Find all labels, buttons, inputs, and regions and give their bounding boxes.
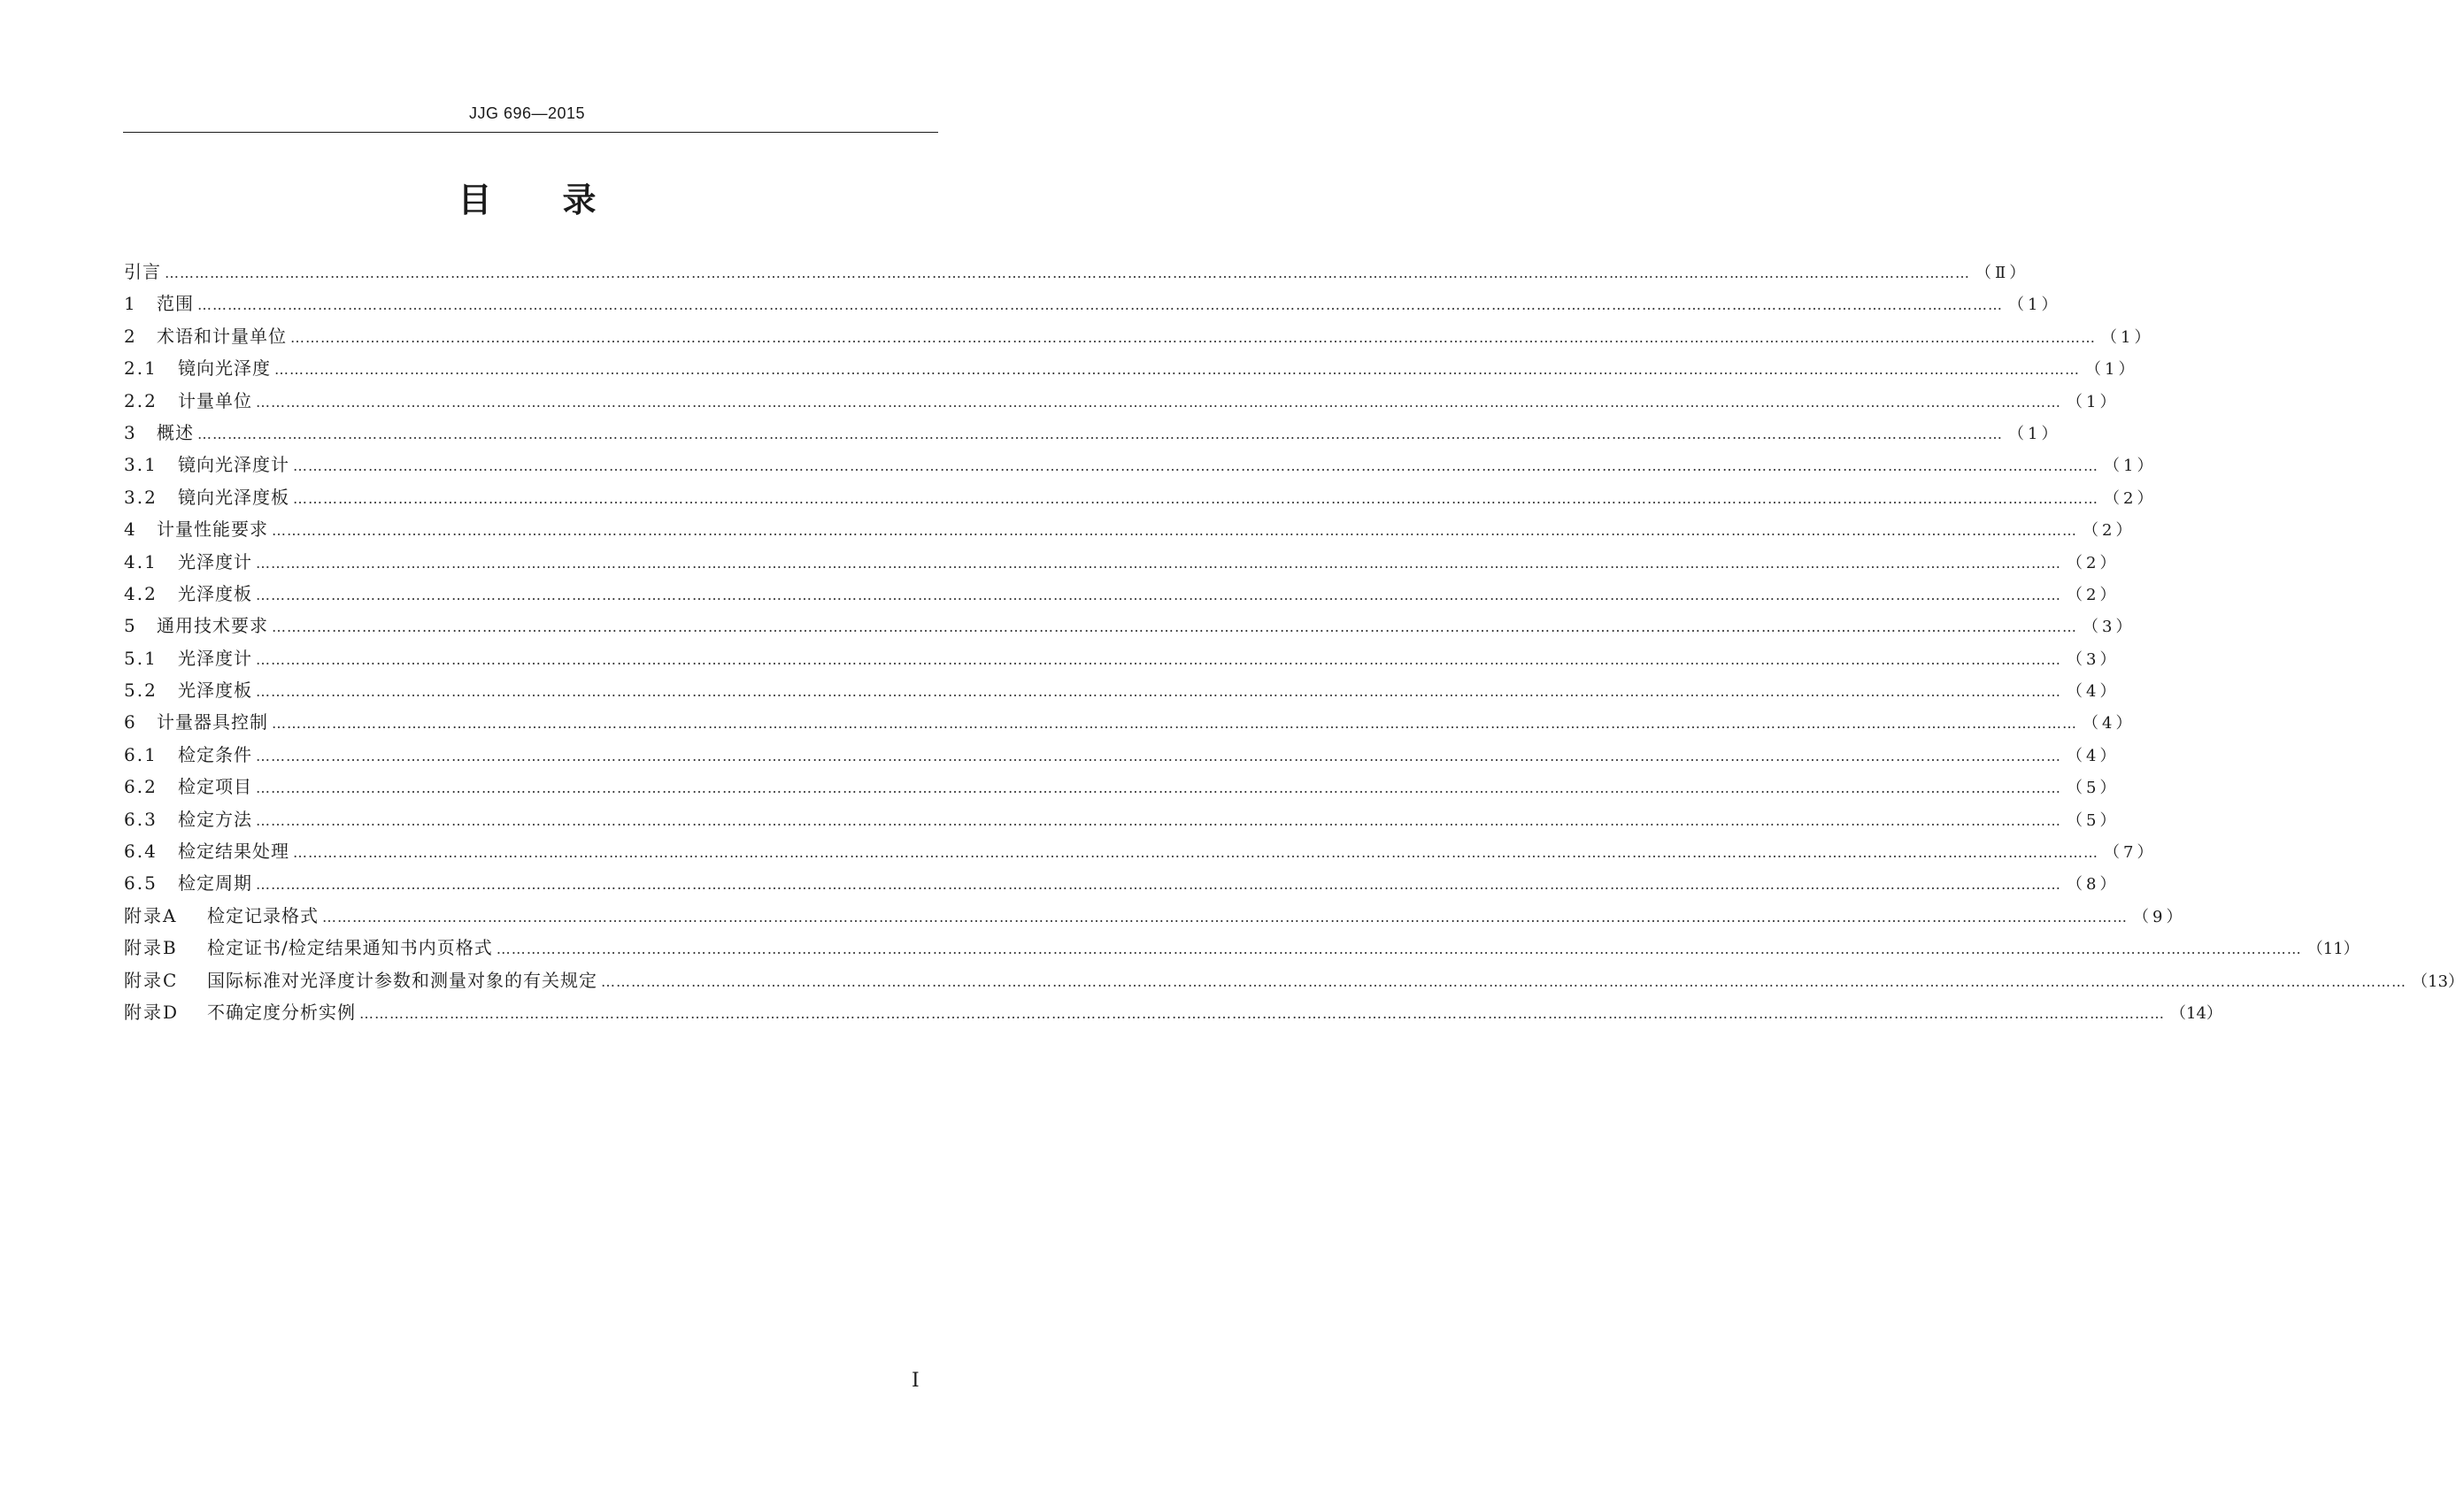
toc-entry-page: （2） — [2067, 553, 2120, 572]
toc-entry-title: 引言 — [124, 261, 161, 282]
toc-entry[interactable] — [124, 483, 2157, 515]
toc-entry-title: 概述 — [157, 421, 194, 443]
toc-dot-leader: ……………………………………………………………………………………………………………………………………………………………………………………………………………………………………………………………………………………………………………………………… — [165, 265, 1970, 281]
toc-entry[interactable] — [124, 354, 2138, 386]
toc-entry[interactable] — [124, 548, 2120, 580]
toc-dot-leader: ……………………………………………………………………………………………………………………………………………………………………………………………………………………………………………………………………………………………………………………………… — [256, 876, 2061, 894]
toc-entry[interactable] — [124, 805, 2120, 837]
toc-entry-title: 光泽度计 — [178, 550, 252, 572]
toc-dot-leader: ……………………………………………………………………………………………………………………………………………………………………………………………………………………………………………………………………………………………………………………………… — [256, 747, 2061, 764]
toc-entry-page: （3） — [2067, 649, 2120, 669]
toc-entry-page: （2） — [2104, 488, 2157, 508]
toc-entry-number: 附录B — [124, 937, 178, 959]
toc-entry-page: （Ⅱ） — [1975, 264, 2029, 282]
toc-dot-leader: ……………………………………………………………………………………………………………………………………………………………………………………………………………………………………………………………………………………………………………………………… — [272, 618, 2077, 636]
toc-entry-page: （13） — [2412, 972, 2464, 991]
toc-entry-title: 计量器具控制 — [157, 711, 268, 733]
toc-entry-title: 检定记录格式 — [207, 904, 319, 926]
toc-dot-leader: ……………………………………………………………………………………………………………………………………………………………………………………………………………………………………………………………………………………………………………………………… — [256, 554, 2061, 572]
toc-dot-leader: ……………………………………………………………………………………………………………………………………………………………………………………………………………………………………………………………………………………………………………………………… — [293, 457, 2098, 475]
toc-entry-page: （8） — [2067, 875, 2120, 895]
toc-dot-leader: ……………………………………………………………………………………………………………………………………………………………………………………………………………………………………………………………………………………………………………………………… — [293, 489, 2098, 507]
toc-dot-leader: ……………………………………………………………………………………………………………………………………………………………………………………………………………………………………………………………………………………………………………………………… — [256, 683, 2061, 701]
toc-entry-page: （5） — [2067, 810, 2120, 830]
toc-entry[interactable] — [124, 708, 2136, 740]
toc-entry[interactable] — [124, 966, 2464, 998]
toc-entry-page: （1） — [2101, 327, 2154, 347]
toc-entry-title: 镜向光泽度板 — [178, 486, 289, 508]
toc-dot-leader: ……………………………………………………………………………………………………………………………………………………………………………………………………………………………………………………………………………………………………………………………… — [272, 715, 2077, 733]
toc-dot-leader: ……………………………………………………………………………………………………………………………………………………………………………………………………………………………………………………………………………………………………………………………… — [274, 361, 2080, 379]
toc-entry-number: 2.1 — [124, 357, 158, 380]
toc-entry-page: （9） — [2133, 907, 2186, 926]
toc-dot-leader: ……………………………………………………………………………………………………………………………………………………………………………………………………………………………………………………………………………………………………………………………… — [496, 941, 2302, 958]
toc-entry[interactable] — [124, 611, 2136, 643]
toc-entry-number: 6.1 — [124, 743, 158, 765]
toc-entry-page: （1） — [2008, 296, 2061, 315]
toc-entry-title: 不确定度分析实例 — [207, 1001, 356, 1023]
toc-dot-leader: ……………………………………………………………………………………………………………………………………………………………………………………………………………………………………………………………………………………………………………………………… — [272, 522, 2077, 540]
toc-entry-number: 3.2 — [124, 486, 158, 508]
toc-entry-page: （7） — [2104, 843, 2157, 863]
toc-entry-number: 1 — [124, 293, 137, 315]
toc-entry-title: 镜向光泽度 — [178, 357, 271, 380]
toc-dot-leader: ……………………………………………………………………………………………………………………………………………………………………………………………………………………………………………………………………………………………………………………………… — [601, 972, 2406, 990]
toc-entry-page: （4） — [2067, 746, 2120, 765]
toc-entry[interactable] — [124, 257, 2029, 289]
toc-dot-leader: ……………………………………………………………………………………………………………………………………………………………………………………………………………………………………………………………………………………………………………………………… — [197, 425, 2003, 442]
toc-entry-page: （2） — [2067, 585, 2120, 604]
page-number: Ⅰ — [912, 1370, 920, 1392]
toc-entry[interactable] — [124, 450, 2157, 482]
toc-entry[interactable] — [124, 869, 2120, 901]
toc-entry-title: 计量性能要求 — [157, 518, 268, 541]
toc-entry-number: 5.2 — [124, 680, 158, 702]
toc-entry-title: 国际标准对光泽度计参数和测量对象的有关规定 — [207, 969, 597, 991]
toc-entry[interactable] — [124, 644, 2120, 676]
toc-entry-number: 6.4 — [124, 841, 158, 863]
toc-entry[interactable] — [124, 387, 2120, 419]
toc-entry[interactable] — [124, 419, 2061, 450]
toc-entry-number: 6.2 — [124, 776, 158, 798]
toc-entry-page: （4） — [2083, 714, 2136, 733]
toc-dot-leader: ……………………………………………………………………………………………………………………………………………………………………………………………………………………………………………………………………………………………………………………………… — [290, 328, 2096, 346]
toc-entry[interactable] — [124, 515, 2136, 547]
toc-entry[interactable] — [124, 676, 2120, 708]
toc-entry-page: （1） — [2008, 424, 2061, 443]
toc-entry-title: 范围 — [157, 293, 194, 315]
toc-dot-leader: ……………………………………………………………………………………………………………………………………………………………………………………………………………………………………………………………………………………………………………………………… — [256, 586, 2061, 603]
toc-entry-number: 3.1 — [124, 454, 158, 476]
toc-entry-number: 附录C — [124, 969, 179, 991]
toc-entry-page: （1） — [2104, 457, 2157, 476]
toc-entry-number: 4.1 — [124, 550, 158, 572]
toc-entry[interactable] — [124, 933, 2360, 965]
toc-entry-number: 5.1 — [124, 647, 158, 669]
toc-entry[interactable] — [124, 741, 2120, 772]
toc-entry[interactable] — [124, 902, 2186, 933]
toc-entry-title: 检定周期 — [178, 872, 252, 895]
toc-entry[interactable] — [124, 998, 2222, 1030]
toc-entry-title: 检定条件 — [178, 743, 252, 765]
toc-entry-number: 3 — [124, 421, 137, 443]
toc-entry-page: （2） — [2083, 521, 2136, 541]
toc-entry-number: 2.2 — [124, 389, 158, 411]
toc-dot-leader: ……………………………………………………………………………………………………………………………………………………………………………………………………………………………………………………………………………………………………………………………… — [256, 650, 2061, 668]
toc-entry-number: 6.5 — [124, 872, 158, 895]
toc-entry-title: 通用技术要求 — [157, 615, 268, 637]
toc-entry-number: 4 — [124, 518, 137, 541]
toc-entry-page: （3） — [2083, 618, 2136, 637]
toc-entry-title: 计量单位 — [178, 389, 252, 411]
toc-dot-leader: ……………………………………………………………………………………………………………………………………………………………………………………………………………………………………………………………………………………………………………………………… — [256, 811, 2061, 829]
toc-dot-leader: ……………………………………………………………………………………………………………………………………………………………………………………………………………………………………………………………………………………………………………………………… — [256, 393, 2061, 411]
toc-entry-title: 光泽度板 — [178, 582, 252, 604]
table-of-contents — [124, 257, 2464, 1030]
toc-entry-page: （5） — [2067, 779, 2120, 798]
toc-dot-leader: ……………………………………………………………………………………………………………………………………………………………………………………………………………………………………………………………………………………………………………………………… — [197, 296, 2003, 314]
page-header-standard-code: JJG 696—2015 — [468, 104, 586, 122]
toc-entry-page: （11） — [2306, 940, 2360, 959]
toc-dot-leader: ……………………………………………………………………………………………………………………………………………………………………………………………………………………………………………………………………………………………………………………………… — [256, 780, 2061, 797]
toc-dot-leader: ……………………………………………………………………………………………………………………………………………………………………………………………………………………………………………………………………………………………………………………………… — [322, 908, 2128, 925]
toc-entry-number: 附录D — [124, 1001, 180, 1023]
toc-entry-number: 6 — [124, 711, 137, 733]
toc-entry-page: （14） — [2170, 1003, 2222, 1023]
toc-entry-title: 术语和计量单位 — [157, 325, 287, 347]
toc-entry-number: 4.2 — [124, 582, 158, 604]
page-title: 目录 — [458, 180, 667, 219]
toc-entry-number: 2 — [124, 325, 137, 347]
toc-entry-title: 检定方法 — [178, 808, 252, 830]
toc-entry-number: 6.3 — [124, 808, 158, 830]
toc-entry-page: （1） — [2067, 392, 2120, 411]
toc-entry-number: 5 — [124, 615, 137, 637]
toc-entry[interactable] — [124, 289, 2061, 321]
toc-entry-title: 镜向光泽度计 — [178, 454, 289, 476]
toc-dot-leader: ……………………………………………………………………………………………………………………………………………………………………………………………………………………………………………………………………………………………………………………………… — [359, 1004, 2165, 1022]
toc-dot-leader: ……………………………………………………………………………………………………………………………………………………………………………………………………………………………………………………………………………………………………………………………… — [293, 844, 2098, 862]
header-divider — [123, 132, 938, 133]
toc-entry-title: 检定证书/检定结果通知书内页格式 — [207, 937, 493, 959]
toc-entry[interactable] — [124, 837, 2157, 869]
toc-entry[interactable] — [124, 580, 2120, 611]
toc-entry-title: 检定项目 — [178, 776, 252, 798]
toc-entry-title: 光泽度计 — [178, 647, 252, 669]
toc-entry-title: 检定结果处理 — [178, 841, 289, 863]
toc-entry-page: （4） — [2067, 682, 2120, 702]
toc-entry-page: （1） — [2085, 360, 2138, 380]
toc-entry[interactable] — [124, 772, 2120, 804]
toc-entry-number: 附录A — [124, 904, 178, 926]
toc-entry-title: 光泽度板 — [178, 680, 252, 702]
toc-entry[interactable] — [124, 322, 2154, 354]
